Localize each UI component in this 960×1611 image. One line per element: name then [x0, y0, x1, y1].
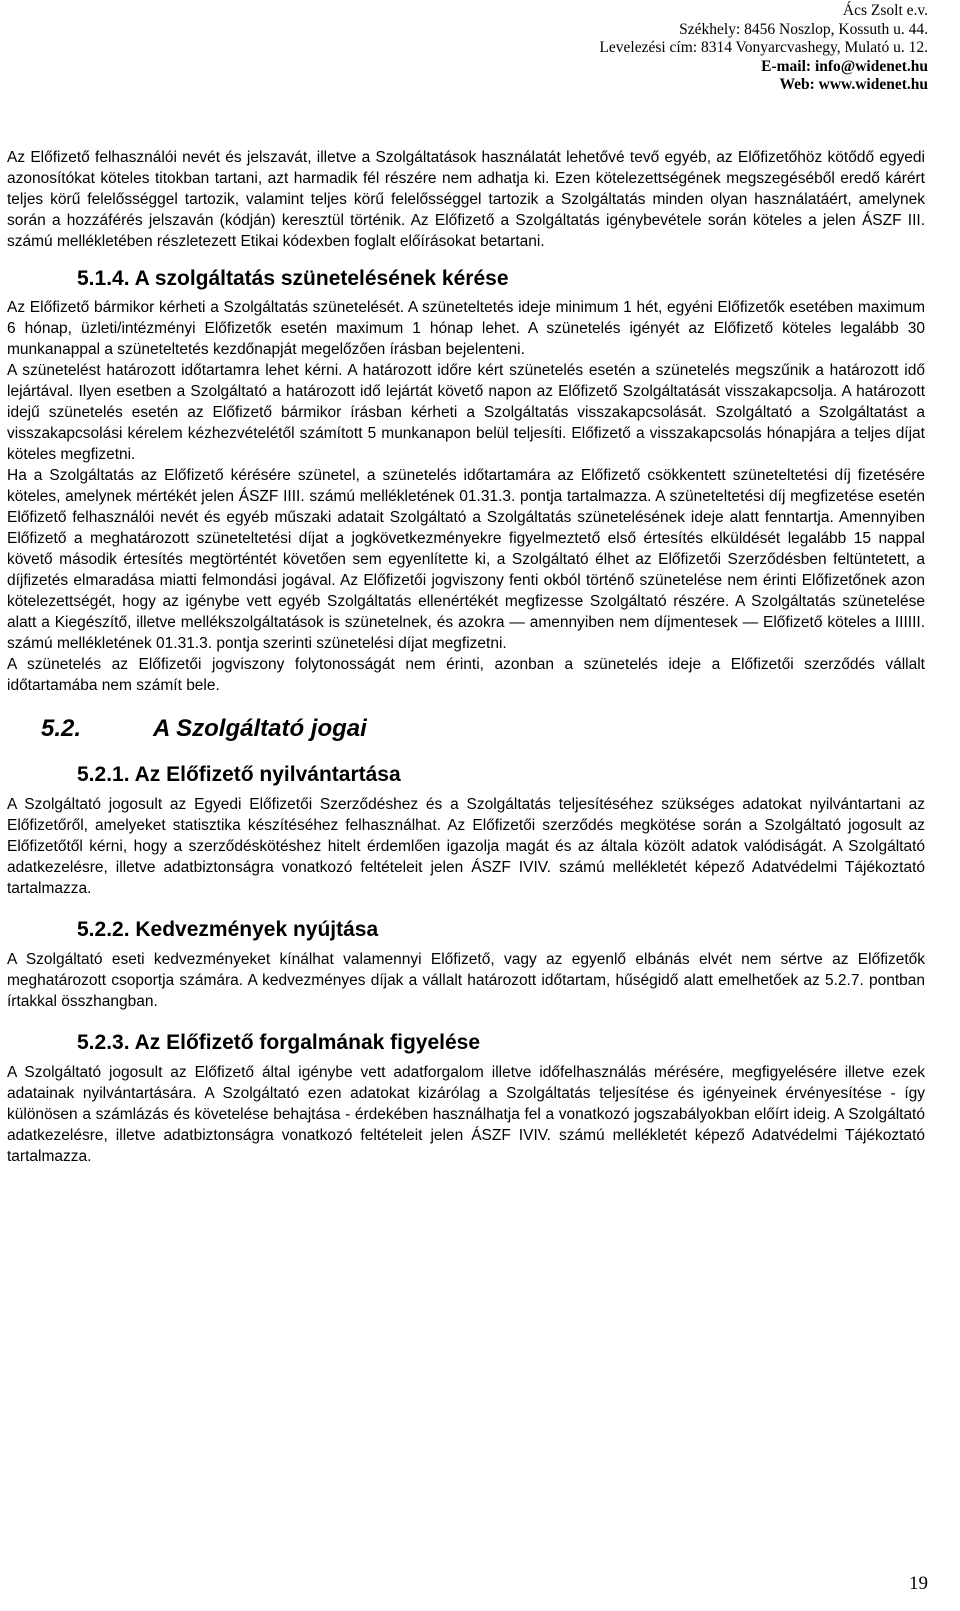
- company-seat: Székhely: 8456 Noszlop, Kossuth u. 44.: [679, 20, 928, 38]
- paragraph-subscriber-records: A Szolgáltató jogosult az Egyedi Előfizetői Szerződéshez és a Szolgáltatás teljesítéséhez szükséges adatokat nyilvántartani az Előfizetőről, amelyeket statisztika készítéséhez felhasználhat. Az Előfizetői szerződés megkötése során a Szolgáltató jogosult az Előfizetőtől kérni, hogy a szerződéskötéshez hitelt érdemlően igazolja magát és az általa közölt adatok valódiságát. A Szolgáltató adatkezelésre, illetve adatbiztonságra vonatkozó feltételeit jelen ÁSZF IVIV. számú mellékletét képező Adatvédelmi Tájékoztató tartalmazza.: [7, 796, 925, 897]
- heading-5-2-2: 5.2.2. Kedvezmények nyújtása: [77, 918, 379, 941]
- heading-5-2-number: 5.2.: [41, 715, 82, 742]
- heading-5-2-3: 5.2.3. Az Előfizető forgalmának figyelése: [77, 1031, 481, 1054]
- heading-5-2-1: 5.2.1. Az Előfizető nyilvántartása: [77, 763, 401, 786]
- paragraph-suspension-request: Az Előfizető bármikor kérheti a Szolgáltatás szünetelését. A szüneteltetés ideje minimum 1 hét, egyéni Előfizetők esetében maximum 6 hónap, üzleti/intézményi Előfizetők esetén maximum 1 hónap lehet. A szünetelés igényét az Előfizető köteles legalább 30 munkanappal a szüneteltetés kezdőnapját megelőzően írásban bejelenteni.: [7, 299, 925, 358]
- document-body: [7, 147, 925, 1167]
- web-line: Web: www.widenet.hu: [779, 76, 928, 94]
- paragraph-credentials: Az Előfizető felhasználói nevét és jelszavát, illetve a Szolgáltatások használatát lehetővé tevő egyéb, az Előfizetőhöz kötődő egyedi azonosítókat köteles titokban tartani, azt harmadik fél részére nem adhatja ki. Ezen kötelezettségének megszegéséből eredő kárért teljes körű felelősséggel tartozik, valamint teljes körű felelősséggel tartozik a Szolgáltatás minden olyan használatáért, amelynek során a hozzáférés jelszaván (kódján) keresztül történik. Az Előfizető a Szolgáltatás igénybevétele során köteles a jelen ÁSZF III. számú mellékletében részletezett Etikai kódexben foglalt előírásokat betartani.: [7, 149, 925, 250]
- paragraph-traffic-monitoring: A Szolgáltató jogosult az Előfizető által igénybe vett adatforgalom illetve időfelhasználás mérésére, megfigyelésére illetve ezek adatainak nyilvántartására. A Szolgáltató ezen adatokat kizárólag a Szolgáltatás teljesítése és igényeinek érvényesítése - így különösen a számlázás és követelése behajtása - érdekében használhatja fel a vonatkozó jogszabályokban előírt ideig. A Szolgáltató adatkezelésre, illetve adatbiztonságra vonatkozó feltételeit jelen ÁSZF IVIV. számú mellékletét képező Adatvédelmi Tájékoztató tartalmazza.: [7, 1064, 925, 1165]
- email-line: E-mail: info@widenet.hu: [761, 57, 928, 75]
- mailing-address: Levelezési cím: 8314 Vonyarcvashegy, Mulató u. 12.: [599, 39, 928, 57]
- letterhead: [599, 2, 928, 95]
- heading-5-1-4: 5.1.4. A szolgáltatás szünetelésének kérése: [77, 267, 509, 290]
- heading-5-2-title: A Szolgáltató jogai: [153, 715, 367, 742]
- paragraph-suspension-continuity: A szünetelés az Előfizetői jogviszony folytonosságát nem érinti, azonban a szünetelés ideje a Előfizetői szerződés vállalt időtartamába nem számít bele.: [7, 656, 925, 694]
- paragraph-discounts: A Szolgáltató eseti kedvezményeket kínálhat valamennyi Előfizető, vagy az egyenlő elbánás elvét nem sértve az Előfizetők meghatározott csoportja számára. A kedvezményes díjak a vállalt határozott időtartam, hűségidő alatt emelhetőek az 5.2.7. pontban írtakkal összhangban.: [7, 951, 925, 1010]
- paragraph-fixed-term-suspension: A szünetelést határozott időtartamra lehet kérni. A határozott időre kért szünetelés esetén a szünetelés megszűnik a határozott idő lejártával. Ilyen esetben a Szolgáltató a határozott idő lejártát követő napon az Előfizető Szolgáltatását visszakapcsolja. A határozott idejű szünetelés esetén az Előfizető bármikor írásban kérheti a Szolgáltatás visszakapcsolását. Szolgáltató a Szolgáltatást a visszakapcsolási kérelem kézhezvételétől számított 5 munkanapon belül teljesíti. Előfizető a visszakapcsolás hónapjára a teljes díjat köteles megfizetni.: [7, 362, 925, 463]
- paragraph-suspension-fee: Ha a Szolgáltatás az Előfizető kérésére szünetel, a szünetelés időtartamára az Előfizető csökkentett szüneteltetési díj fizetésére köteles, amelynek mértékét jelen ÁSZF IIII. számú mellékletének 01.31.3. pontja tartalmazza. A szüneteltetési díj megfizetése esetén Előfizető felhasználói nevét és egyéb műszaki adatait Szolgáltató a Szolgáltatás szünetelésének ideje alatt fenntartja. Amennyiben Előfizető a meghatározott szüneteltetési díjat a jogkövetkezményekre figyelmeztető első értesítés elküldését legalább 15 nappal követő második értesítés megtörténtét követően sem egyenlítette ki, a Szolgáltató élhet az Előfizetői Szerződésben feltüntetett, a díjfizetés elmaradása miatti felmondási jogával. Az Előfizetői jogviszony fenti okból történő szünetelése nem érinti Előfizetőnek azon kötelezettségét, hogy az igénybe vett egyéb Szolgáltatás ellenértékét megfizesse Szolgáltató részére. A Szolgáltatás szünetelése alatt a Kiegészítő, illetve mellékszolgáltatások is szünetelnek, és azokra — amennyiben nem díjmentesek — Előfizető köteles a IIIIII. számú mellékletének 01.31.3. pontja szerinti szünetelési díjat megfizetni.: [7, 467, 925, 652]
- heading-5-2: [41, 713, 925, 745]
- company-name: Ács Zsolt e.v.: [842, 2, 928, 19]
- page-number: 19: [909, 1573, 928, 1594]
